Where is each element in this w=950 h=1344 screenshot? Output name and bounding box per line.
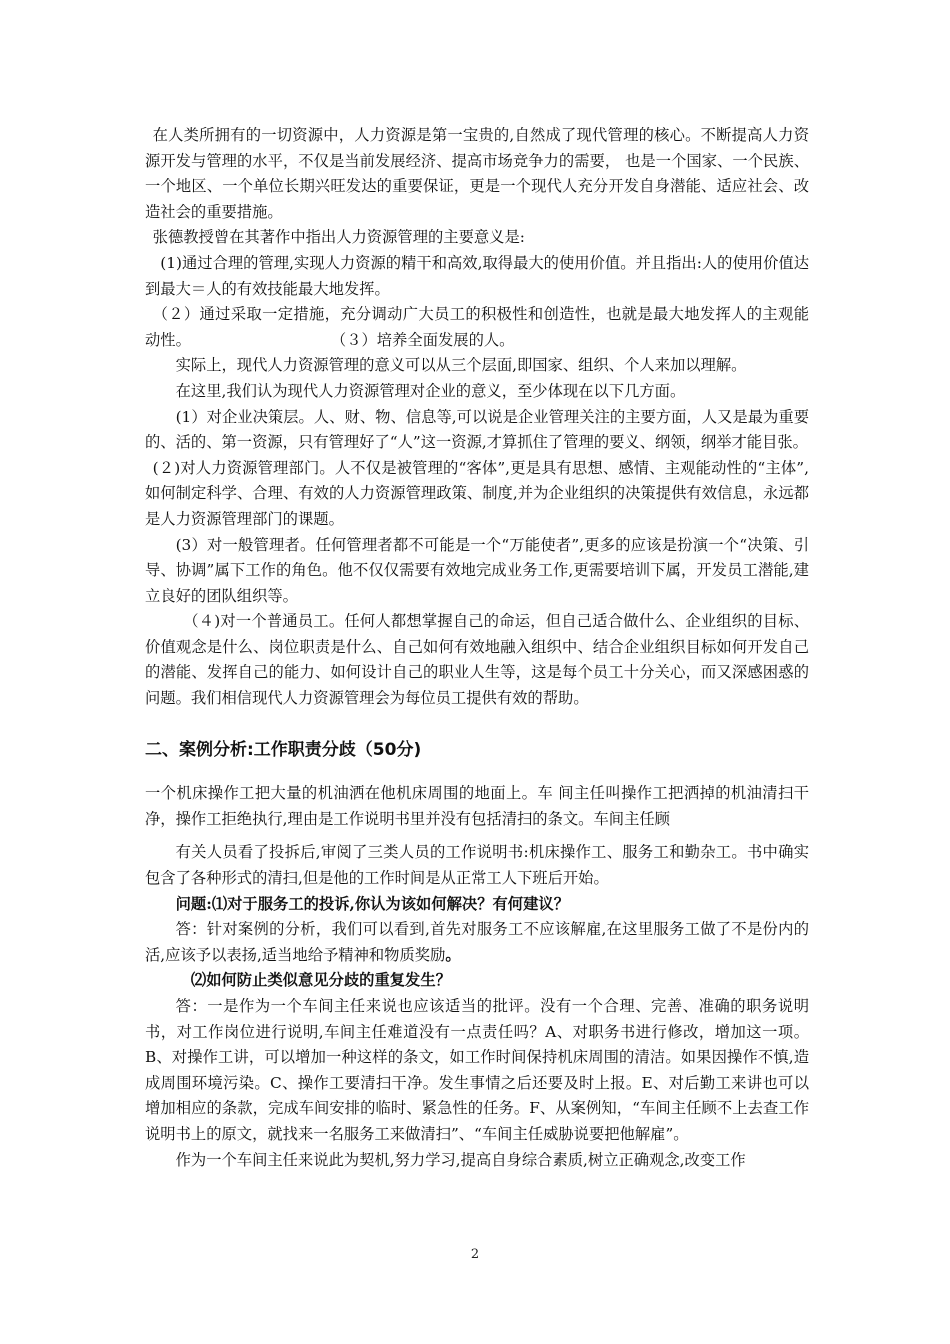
paragraph-enterprise-1: (1）对企业决策层。人、财、物、信息等,可以说是企业管理关注的主要方面，人又是最为重要的、活的、第一资源，只有管理好了“人”这一资源,才算抓住了管理的要义、纲领，纲举才能目张。 [145,407,809,452]
paragraph-here: 在这里,我们认为现代人力资源管理对企业的意义，至少体现在以下几方面。 [175,381,686,400]
question-1: 问题:⑴对于服务工的投诉,你认为该如何解决？有何建议？ [175,894,569,913]
answer-1-text: 答：针对案例的分析，我们可以看到,首先对服务工不应该解雇,在这里服务工做了不是份内的活,应该予以表扬,适当地给予精神和物质奖励 [145,920,809,964]
paragraph-intro: 在人类所拥有的一切资源中，人力资源是第一宝贵的,自然成了现代管理的核心。不断提高人力资源开发与管理的水平，不仅是当前发展经济、提高市场竞争力的需要， 也是一个国家、一个民族、一个地区、一个单位长期兴旺发达的重要保证，更是一个现代人充分开发自身潜能、适应社会、改造社会的重要措施。 [145,126,809,221]
paragraph-three-levels: 实际上，现代人力资源管理的意义可以从三个层面,即国家、组织、个人来加以理解。 [175,356,747,375]
paragraph-enterprise-3: (3）对一般管理者。任何管理者都不可能是一个“万能使者”,更多的应该是扮演一个“决策、引导、协调”属下工作的角色。他不仅仅需要有效地完成业务工作,更需要培训下属，开发员工潜能,建立良好的团队组织等。 [145,535,809,605]
point-2-text: （２）通过采取一定措施，充分调动广大员工的积极性和创造性，也就是最大地发挥人的主观能动性。 [145,305,809,349]
paragraph-review: 有关人员看了投拆后,审阅了三类人员的工作说明书:机床操作工、服务工和勤杂工。书中确实包含了各种形式的清扫,但是他的工作时间是从正常工人下班后开始。 [145,843,809,888]
document-body [145,123,809,1173]
answer-1 [145,917,809,968]
paragraph-point-1: (1)通过合理的管理,实现人力资源的精干和高效,取得最大的使用价值。并且指出:人的使用价值达到最大＝人的有效技能最大地发挥。 [145,253,809,298]
paragraph-case: 一个机床操作工把大量的机油洒在他机床周围的地面上。车 间主任叫操作工把洒掉的机油清扫干净，操作工拒绝执行,理由是工作说明书里并没有包括清扫的条文。车间主任顾 [145,784,809,828]
paragraph-zhang: 张德教授曾在其著作中指出人力资源管理的主要意义是: [152,228,525,247]
section-heading: 二、案例分析:工作职责分歧（50分) [145,739,422,760]
paragraph-enterprise-2: (２)对人力资源管理部门。人不仅是被管理的“客体”,更是具有思想、感情、主观能动性的“主体”,如何制定科学、合理、有效的人力资源管理政策、制度,并为企业组织的决策提供有效信息，永远都是人力资源管理部门的课题。 [145,458,809,528]
page-number: 2 [470,1247,480,1262]
paragraph-enterprise-4: （４)对一个普通员工。任何人都想掌握自己的命运，但自己适合做什么、企业组织的目标、价值观念是什么、岗位职责是什么、自己如何有效地融入组织中、结合企业组织目标如何开发自己的潜能、发挥自己的能力、如何设计自己的职业人生等，这是每个员工十分关心，而又深感困惑的问题。我们相信现代人力资源管理会为每位员工提供有效的帮助。 [145,612,809,708]
answer-1-end: 。 [445,945,461,964]
point-3-text: （３）培养全面发展的人。 [330,330,515,349]
question-2: ⑵如何防止类似意见分歧的重复发生？ [190,971,451,990]
paragraph-point-2 [145,302,809,353]
answer-2: 答：一是作为一个车间主任来说也应该适当的批评。没有一个合理、完善、准确的职务说明书，对工作岗位进行说明,车间主任难道没有一点责任吗？A、对职务书进行修改，增加这一项。B、对操作工讲，可以增加一种这样的条文，如工作时间保持机床周围的清洁。如果因操作不慎,造成周围环境污染。C、操作工要清扫干净。发生事情之后还要及时上报。E、对后勤工来讲也可以增加相应的条款，完成车间安排的临时、紧急性的任务。F、从案例知，“车间主任顾不上去查工作说明书上的原文，就找来一名服务工来做清扫”、“车间主任威胁说要把他解雇”。 [145,997,809,1143]
paragraph-last: 作为一个车间主任来说此为契机,努力学习,提高自身综合素质,树立正确观念,改变工作 [175,1150,746,1169]
